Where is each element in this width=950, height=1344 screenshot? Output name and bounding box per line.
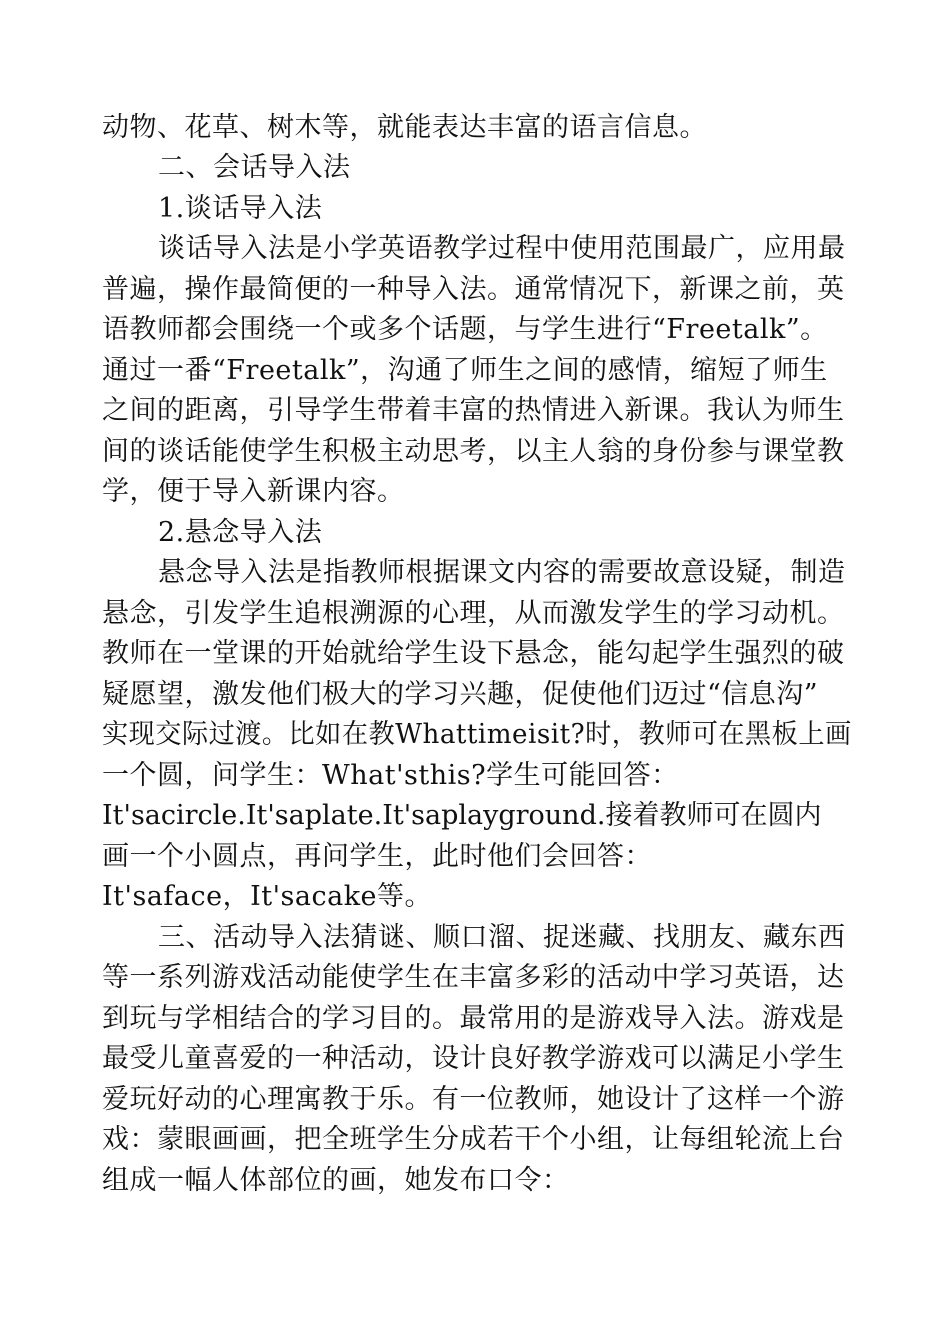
body-text-line: 学，便于导入新课内容。 <box>102 476 405 507</box>
body-text-line: 一个圆，问学生：What'sthis?学生可能回答： <box>102 760 679 791</box>
section-heading: 三、活动导入法猜谜、顺口溜、捉迷藏、找朋友、藏东西 <box>158 922 846 953</box>
body-text-line: It'sacircle.It'saplate.It'saplayground.接着教师可在圆内 <box>102 800 822 831</box>
body-text-line: 组成一幅人体部位的画，她发布口令： <box>102 1165 570 1196</box>
body-text-line: 教师在一堂课的开始就给学生设下悬念，能勾起学生强烈的破 <box>102 638 845 669</box>
body-text-line: 语教师都会围绕一个或多个话题，与学生进行“Freetalk”。 <box>102 314 828 345</box>
body-text-line: 到玩与学相结合的学习目的。最常用的是游戏导入法。游戏是 <box>102 1003 845 1034</box>
body-text-line: 最受儿童喜爱的一种活动，设计良好教学游戏可以满足小学生 <box>102 1043 845 1074</box>
body-text-line: 画一个小圆点，再问学生，此时他们会回答： <box>102 841 652 872</box>
body-text-line: 普遍，操作最简便的一种导入法。通常情况下，新课之前，英 <box>102 274 845 305</box>
body-text-line: 间的谈话能使学生积极主动思考，以主人翁的身份参与课堂教 <box>102 436 845 467</box>
body-text-line: 等一系列游戏活动能使学生在丰富多彩的活动中学习英语，达 <box>102 962 845 993</box>
body-text-line: 疑愿望，激发他们极大的学习兴趣，促使他们迈过“信息沟” <box>102 679 819 710</box>
body-text-line: 谈话导入法是小学英语教学过程中使用范围最广，应用最 <box>158 233 846 264</box>
body-text-line: 悬念导入法是指教师根据课文内容的需要故意设疑，制造 <box>158 557 846 588</box>
body-text-line: 戏：蒙眼画画，把全班学生分成若干个小组，让每组轮流上台 <box>102 1124 845 1155</box>
body-text-line: 悬念，引发学生追根溯源的心理，从而激发学生的学习动机。 <box>102 598 845 629</box>
body-text-line: 实现交际过渡。比如在教Whattimeisit?时，教师可在黑板上画 <box>102 719 852 750</box>
section-heading: 二、会话导入法 <box>158 152 351 183</box>
subsection-heading: 2.悬念导入法 <box>158 517 323 548</box>
body-text-line: It'saface，It'sacake等。 <box>102 881 433 912</box>
body-text-line: 动物、花草、树木等，就能表达丰富的语言信息。 <box>102 112 707 143</box>
body-text-line: 通过一番“Freetalk”，沟通了师生之间的感情，缩短了师生 <box>102 355 828 386</box>
body-text-line: 爱玩好动的心理寓教于乐。有一位教师，她设计了这样一个游 <box>102 1084 845 1115</box>
subsection-heading: 1.谈话导入法 <box>158 193 323 224</box>
body-text-line: 之间的距离，引导学生带着丰富的热情进入新课。我认为师生 <box>102 395 845 426</box>
